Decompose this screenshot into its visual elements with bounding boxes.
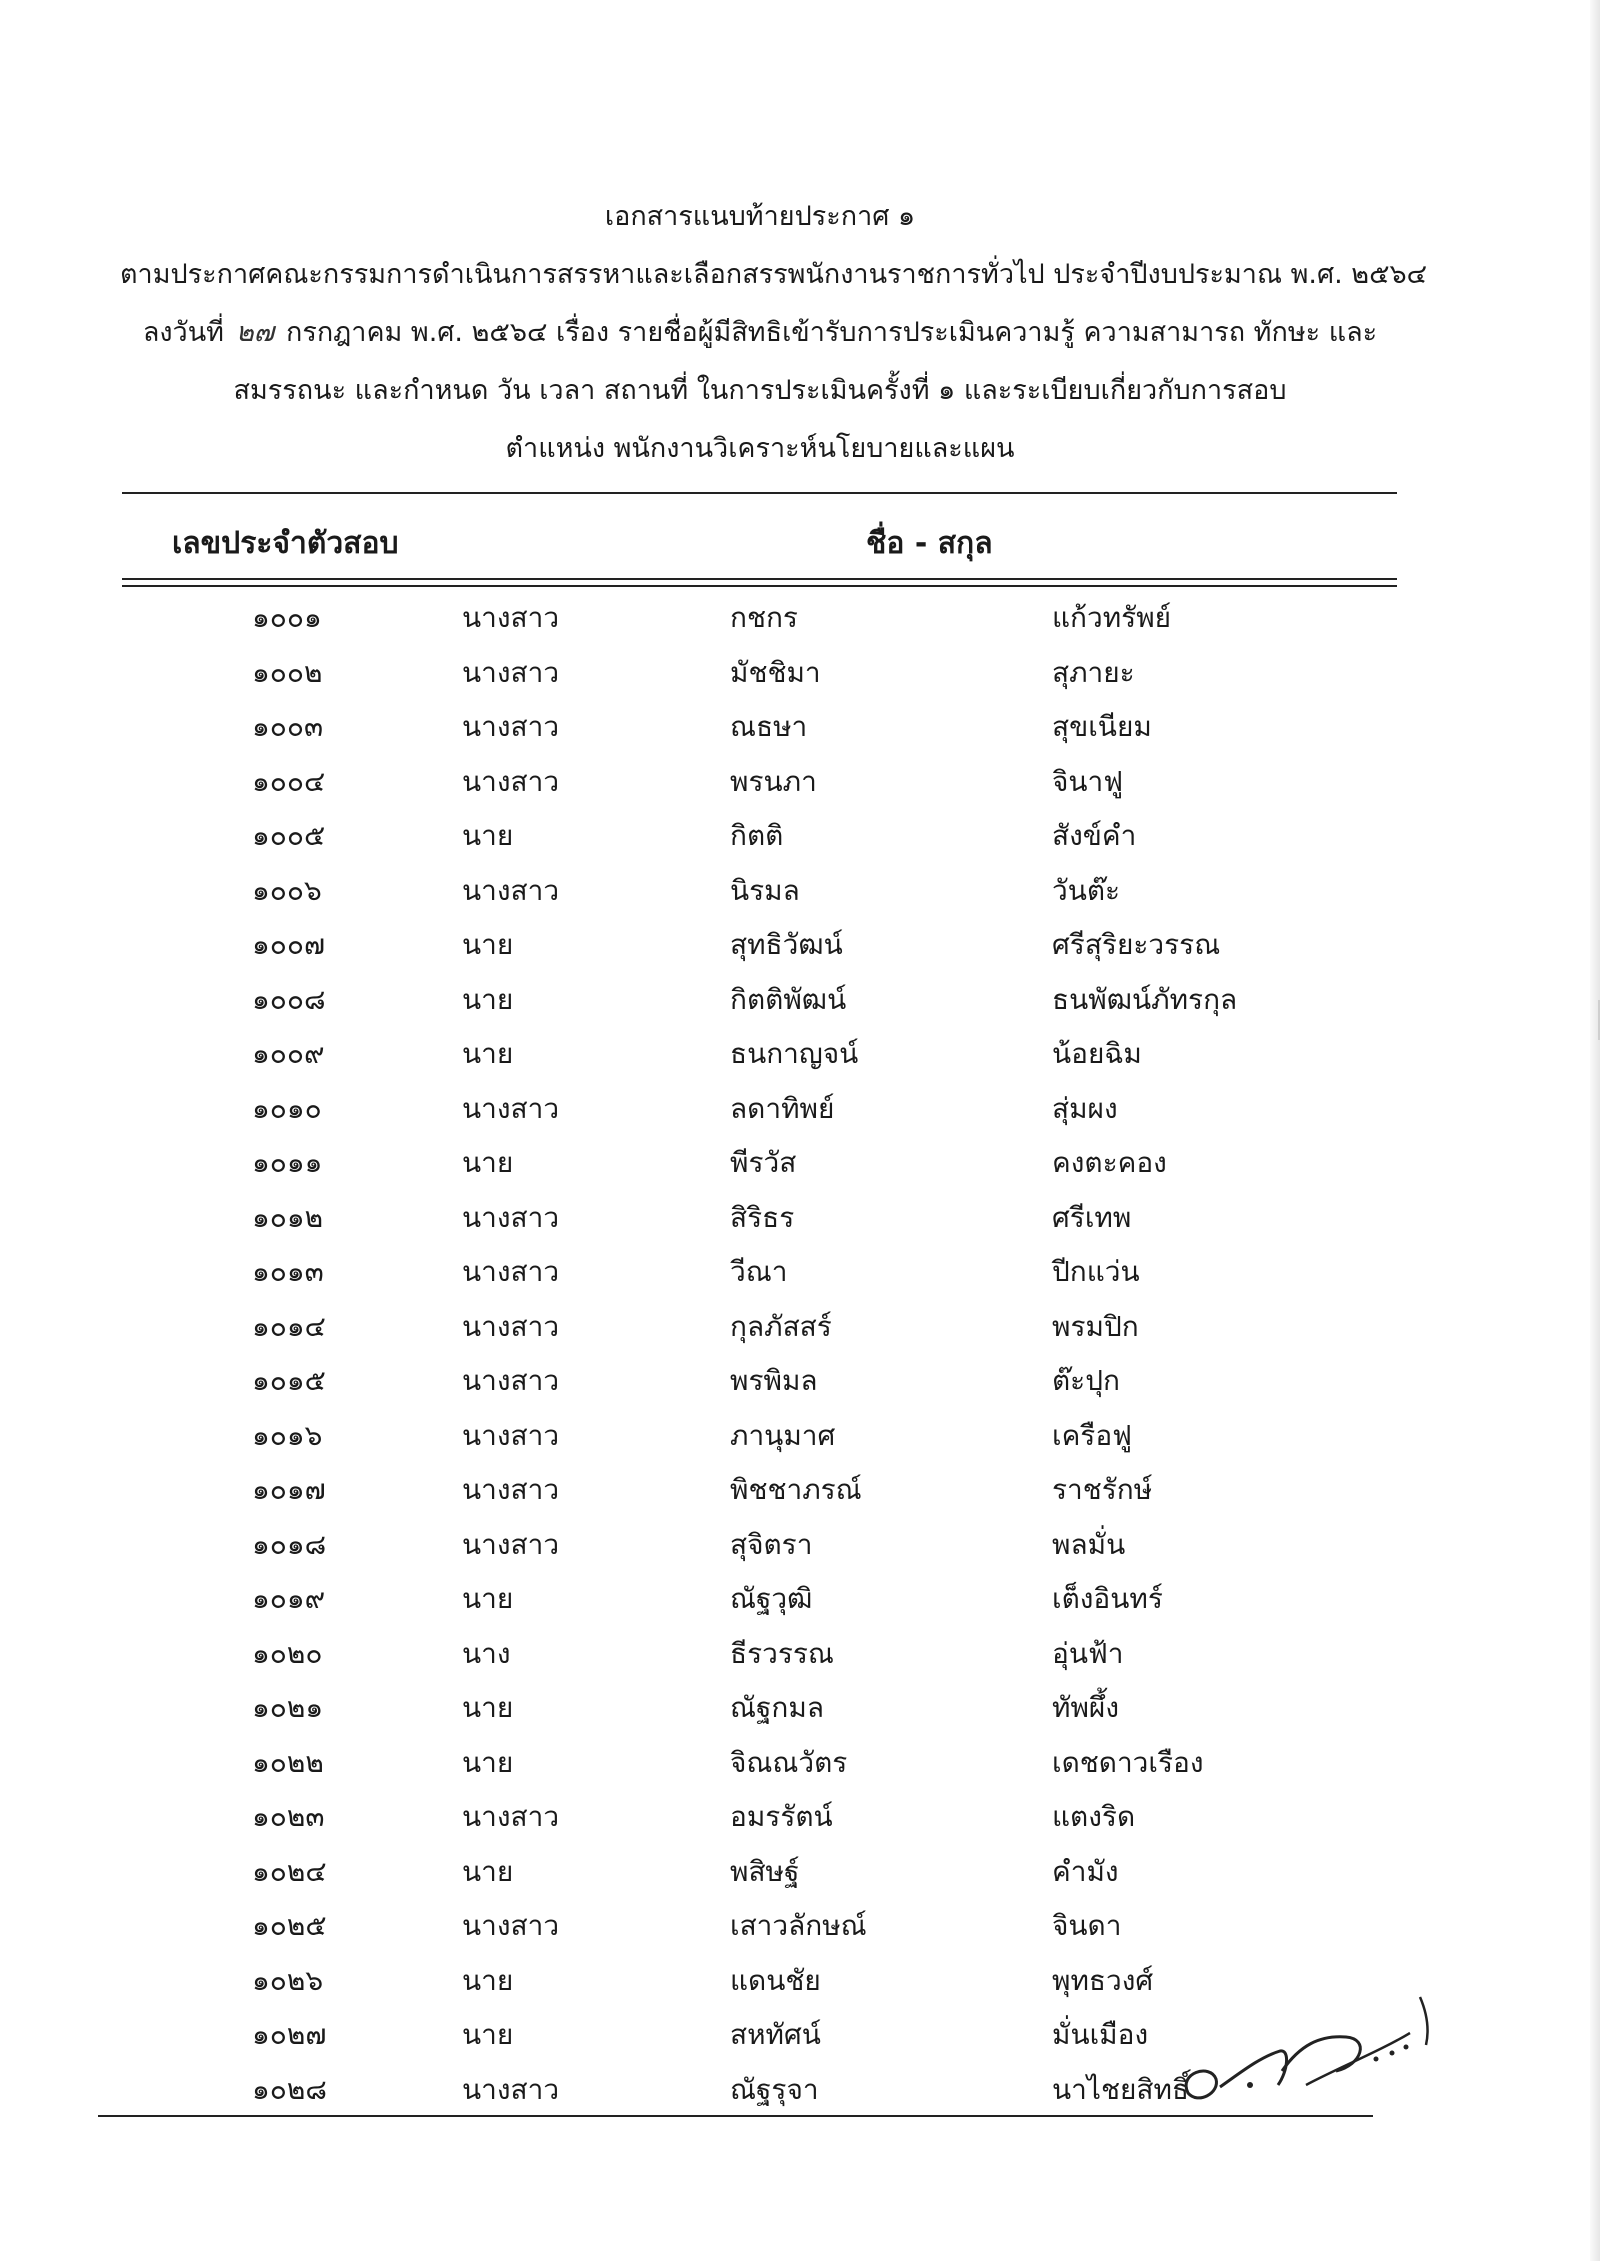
- last-name: มั่นเมือง: [1052, 2018, 1149, 2051]
- exam-id: ๑๐๒๕: [252, 1909, 327, 1942]
- last-name: พุทธวงศ์: [1052, 1963, 1154, 1997]
- last-name: วันต๊ะ: [1052, 873, 1121, 907]
- name-title: นาย: [462, 1582, 514, 1615]
- table-row: [0, 864, 1600, 919]
- exam-id: ๑๐๑๔: [252, 1309, 326, 1343]
- last-name: สังข์คำ: [1052, 819, 1137, 852]
- table-row: [0, 1463, 1600, 1518]
- exam-id: ๑๐๒๒: [252, 1745, 324, 1779]
- name-title: นางสาว: [462, 655, 560, 689]
- exam-id: ๑๐๐๘: [252, 982, 326, 1016]
- exam-id: ๑๐๑๘: [252, 1527, 327, 1561]
- first-name: สหทัศน์: [730, 2018, 821, 2051]
- exam-id: ๑๐๐๕: [252, 819, 326, 852]
- first-name: กิตติพัฒน์: [730, 982, 847, 1016]
- exam-id: ๑๐๒๐: [252, 1636, 323, 1670]
- table-row: [0, 973, 1600, 1028]
- last-name: เดชดาวเรือง: [1052, 1745, 1204, 1779]
- first-name: นิรมล: [730, 873, 800, 907]
- last-name: แตงริด: [1052, 1800, 1136, 1833]
- first-name: ณัฐกมล: [730, 1691, 824, 1724]
- table-row: [0, 755, 1600, 810]
- last-name: น้อยฉิม: [1052, 1037, 1142, 1070]
- table-row: [0, 1845, 1600, 1900]
- exam-id: ๑๐๑๐: [252, 1091, 322, 1125]
- table-row: [0, 1572, 1600, 1627]
- exam-id: ๑๐๐๓: [252, 710, 324, 743]
- table-row: [0, 1790, 1600, 1845]
- exam-id: ๑๐๒๘: [252, 2072, 327, 2106]
- last-name: พลมั่น: [1052, 1527, 1126, 1561]
- name-title: นางสาว: [462, 1200, 560, 1234]
- table-row: [0, 591, 1600, 646]
- exam-id: ๑๐๐๗: [252, 928, 326, 961]
- table-row: [0, 646, 1600, 701]
- last-name: ธนพัฒน์ภัทรกุล: [1052, 982, 1238, 1016]
- table-row: [0, 1409, 1600, 1464]
- name-title: นางสาว: [462, 1527, 560, 1561]
- last-name: อุ่นฟ้า: [1052, 1636, 1124, 1670]
- name-title: นาย: [462, 1691, 514, 1724]
- header-line-2: ตามประกาศคณะกรรมการดำเนินการสรรหาและเลือกสรรพนักงานราชการทั่วไป ประจำปีงบประมาณ พ.ศ. ๒๕๖๔: [120, 259, 1428, 290]
- name-title: นางสาว: [462, 1909, 560, 1942]
- last-name: นาไชยสิทธิ์: [1052, 2072, 1189, 2106]
- last-name: พรมปิก: [1052, 1309, 1139, 1343]
- exam-id: ๑๐๑๑: [252, 1146, 323, 1179]
- last-name: ทัพผึ้ง: [1052, 1691, 1119, 1724]
- name-title: นางสาว: [462, 1800, 560, 1833]
- exam-id: ๑๐๑๖: [252, 1418, 323, 1452]
- name-title: นางสาว: [462, 2072, 560, 2106]
- exam-id: ๑๐๒๓: [252, 1800, 325, 1833]
- last-name: ศรีสุริยะวรรณ: [1052, 928, 1221, 961]
- table-row: [0, 1300, 1600, 1355]
- table-row: [0, 809, 1600, 864]
- first-name: สุทธิวัฒน์: [730, 928, 843, 961]
- first-name: เสาวลักษณ์: [730, 1909, 867, 1942]
- table-row: [0, 1191, 1600, 1246]
- first-name: แดนชัย: [730, 1963, 821, 1997]
- last-name: คำมัง: [1052, 1854, 1119, 1888]
- table-row: [0, 700, 1600, 755]
- table-row: [0, 1518, 1600, 1573]
- first-name: มัชชิมา: [730, 655, 821, 689]
- first-name: ภานุมาศ: [730, 1418, 836, 1452]
- last-name: จินดา: [1052, 1909, 1122, 1942]
- table-row: [0, 1354, 1600, 1409]
- name-title: นาย: [462, 1963, 514, 1997]
- first-name: พีรวัส: [730, 1146, 797, 1179]
- exam-id: ๑๐๒๗: [252, 2018, 327, 2051]
- first-name: ธีรวรรณ: [730, 1636, 834, 1670]
- name-title: นางสาว: [462, 873, 560, 907]
- last-name: ต๊ะปุก: [1052, 1364, 1120, 1397]
- exam-id: ๑๐๑๙: [252, 1582, 326, 1615]
- first-name: พสิษฐ์: [730, 1854, 800, 1888]
- last-name: เต็งอินทร์: [1052, 1582, 1163, 1615]
- table-row: [0, 1027, 1600, 1082]
- first-name: จิณณวัตร: [730, 1745, 848, 1779]
- table-row: [0, 1082, 1600, 1137]
- exam-id: ๑๐๒๑: [252, 1691, 324, 1724]
- table-row: [0, 1681, 1600, 1736]
- column-header-full-name: ชื่อ - สกุล: [866, 526, 993, 561]
- exam-id: ๑๐๑๕: [252, 1364, 326, 1397]
- table-row: [0, 1245, 1600, 1300]
- last-name: สุ่มผง: [1052, 1091, 1118, 1125]
- handwritten-day: ๒๗: [235, 317, 275, 348]
- name-title: นาย: [462, 1745, 514, 1779]
- first-name: สิริธร: [730, 1200, 795, 1234]
- name-title: นางสาว: [462, 1418, 560, 1452]
- name-title: นางสาว: [462, 1255, 560, 1288]
- first-name: พรพิมล: [730, 1364, 818, 1397]
- table-row: [0, 1136, 1600, 1191]
- first-name: พรนภา: [730, 764, 817, 798]
- name-title: นาย: [462, 1146, 514, 1179]
- last-name: สุภายะ: [1052, 655, 1135, 689]
- table-header-rule-upper: [122, 578, 1397, 580]
- first-name: ลดาทิพย์: [730, 1091, 835, 1125]
- first-name: ธนกาญจน์: [730, 1037, 859, 1070]
- last-name: ราชรักษ์: [1052, 1473, 1153, 1506]
- name-title: นางสาว: [462, 1473, 560, 1506]
- handwritten-signature: [1170, 1975, 1460, 2135]
- last-name: จินาฟู: [1052, 764, 1124, 798]
- name-title: นางสาว: [462, 1091, 560, 1125]
- name-title: นาย: [462, 819, 514, 852]
- table-row: [0, 918, 1600, 973]
- name-title: นาง: [462, 1636, 511, 1670]
- first-name: อมรรัตน์: [730, 1800, 833, 1833]
- first-name: พิชชาภรณ์: [730, 1473, 862, 1506]
- table-row: [0, 1736, 1600, 1791]
- name-title: นาย: [462, 1037, 514, 1070]
- name-title: นางสาว: [462, 601, 560, 634]
- first-name: ณธษา: [730, 710, 808, 743]
- header-line-1: เอกสารแนบท้ายประกาศ ๑: [604, 201, 916, 232]
- header-date-prefix: ลงวันที่: [142, 317, 224, 348]
- last-name: ศรีเทพ: [1052, 1200, 1132, 1234]
- table-row: [0, 1627, 1600, 1682]
- name-title: นางสาว: [462, 1309, 560, 1343]
- exam-id: ๑๐๐๙: [252, 1037, 325, 1070]
- name-title: นาย: [462, 2018, 514, 2051]
- first-name: ณัฐรุจา: [730, 2072, 819, 2106]
- exam-id: ๑๐๑๒: [252, 1200, 324, 1234]
- exam-id: ๑๐๐๔: [252, 764, 326, 798]
- header-date-suffix: กรกฎาคม พ.ศ. ๒๕๖๔ เรื่อง รายชื่อผู้มีสิทธิเข้ารับการประเมินความรู้ ความสามารถ ทักษะ และ: [285, 317, 1378, 348]
- header-line-4: สมรรถนะ และกำหนด วัน เวลา สถานที่ ในการประเมินครั้งที่ ๑ และระเบียบเกี่ยวกับการสอบ: [233, 375, 1287, 406]
- column-header-exam-id: เลขประจำตัวสอบ: [172, 526, 399, 561]
- name-title: นางสาว: [462, 1364, 560, 1397]
- first-name: กุลภัสสร์: [730, 1309, 832, 1343]
- first-name: วีณา: [730, 1255, 788, 1288]
- candidate-list: [0, 591, 1600, 2117]
- exam-id: ๑๐๐๒: [252, 655, 323, 689]
- exam-id: ๑๐๑๓: [252, 1255, 324, 1288]
- last-name: ปีกแว่น: [1052, 1255, 1140, 1288]
- first-name: ณัฐวุฒิ: [730, 1582, 813, 1615]
- first-name: สุจิตรา: [730, 1527, 813, 1561]
- exam-id: ๑๐๒๖: [252, 1963, 324, 1997]
- exam-id: ๑๐๒๔: [252, 1854, 327, 1888]
- table-top-rule: [122, 492, 1397, 494]
- last-name: เครือฟู: [1052, 1418, 1132, 1452]
- header-line-5: ตำแหน่ง พนักงานวิเคราะห์นโยบายและแผน: [505, 433, 1015, 464]
- last-name: คงตะคอง: [1052, 1146, 1167, 1179]
- exam-id: ๑๐๑๗: [252, 1473, 326, 1506]
- name-title: นางสาว: [462, 764, 560, 798]
- name-title: นางสาว: [462, 710, 560, 743]
- name-title: นาย: [462, 1854, 514, 1888]
- header-line-3: [120, 304, 1400, 362]
- name-title: นาย: [462, 982, 514, 1016]
- exam-id: ๑๐๐๖: [252, 873, 322, 907]
- first-name: กชกร: [730, 601, 798, 634]
- table-row: [0, 1899, 1600, 1954]
- exam-id: ๑๐๐๑: [252, 601, 322, 634]
- first-name: กิตติ: [730, 819, 784, 852]
- last-name: แก้วทรัพย์: [1052, 601, 1172, 634]
- table-header-rule-lower: [122, 585, 1397, 587]
- document-header: [120, 188, 1428, 478]
- last-name: สุขเนียม: [1052, 710, 1152, 743]
- name-title: นาย: [462, 928, 514, 961]
